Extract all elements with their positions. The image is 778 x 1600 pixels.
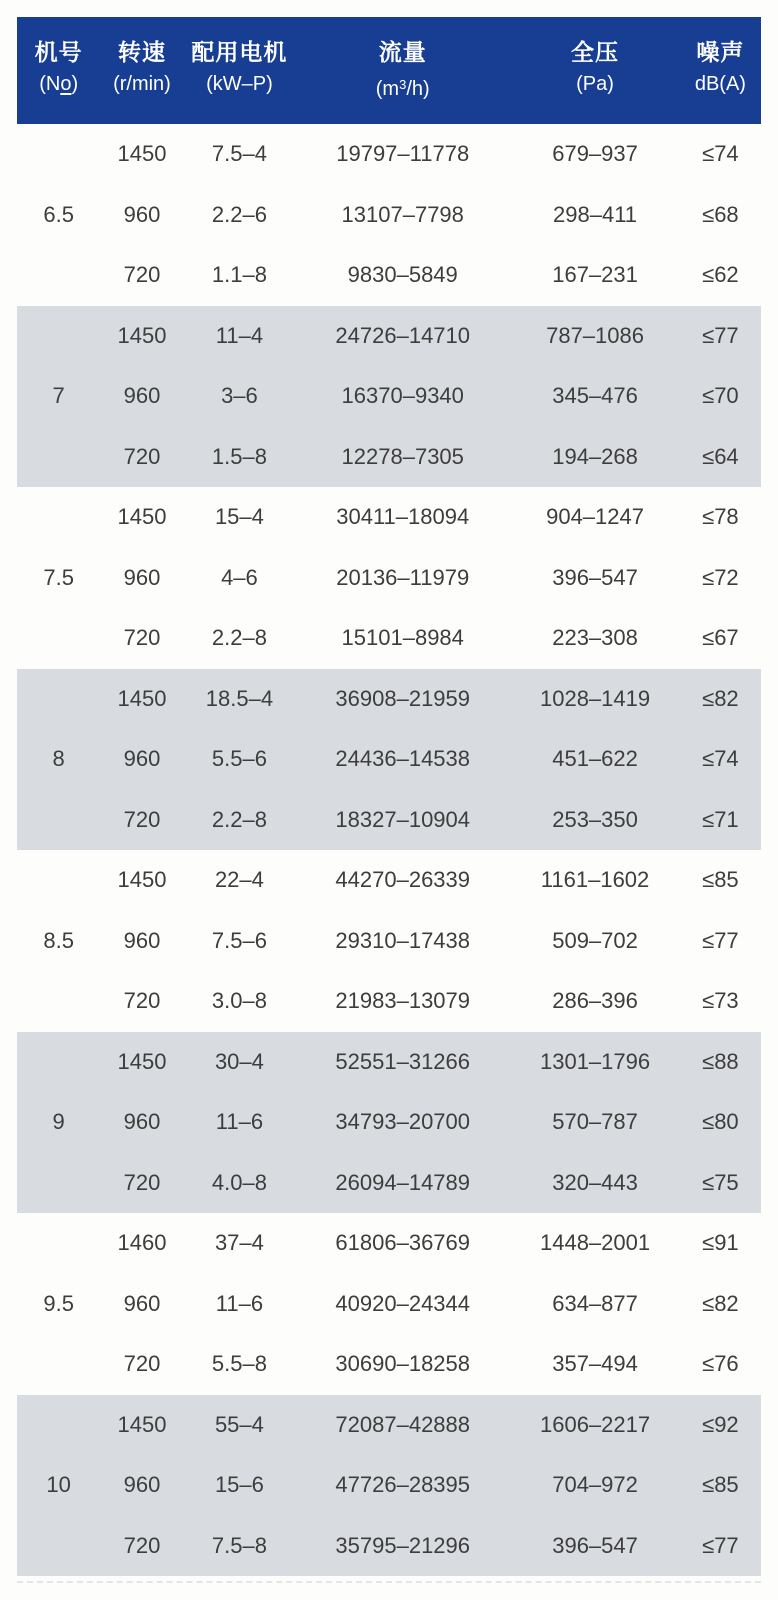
cell-pressure: 787–1086 [546,322,644,348]
cell-pressure: 509–702 [552,927,638,953]
cell-motor: 2.2–8 [211,806,267,832]
cell-noise: ≤80 [702,1109,739,1135]
col-header-noise-cn: 噪声 [696,39,745,65]
col-header-model-no-unit: (No) [39,73,79,95]
col-header-motor-cn: 配用电机 [191,39,288,65]
cell-motor: 22–4 [214,867,264,893]
cell-speed: 960 [123,746,161,772]
cell-flow: 18327–10904 [335,806,471,832]
col-header-motor-unit: (kW–P) [206,73,273,95]
cell-noise: ≤74 [702,746,739,772]
cell-speed: 720 [123,1351,161,1377]
cell-flow: 21983–13079 [335,988,471,1014]
cell-noise: ≤67 [702,625,739,651]
table-body [17,124,761,1576]
cell-speed: 720 [123,1169,161,1195]
model-group [17,1395,761,1577]
model-group [17,669,761,851]
model-group [17,124,761,306]
cell-noise: ≤73 [702,988,739,1014]
cell-speed: 1450 [117,504,167,530]
cell-noise: ≤71 [702,806,739,832]
cell-pressure: 194–268 [552,443,638,469]
cell-motor: 3.0–8 [211,988,267,1014]
col-header-model-no-cn: 机号 [34,39,83,65]
cell-speed: 1450 [117,322,167,348]
col-header-speed-unit: (r/min) [113,73,171,95]
cell-noise: ≤70 [702,383,739,409]
cell-model-no: 9 [52,1109,65,1135]
cell-model-no: 7.5 [43,564,74,590]
cell-speed: 1450 [117,141,167,167]
cell-model-no: 8.5 [43,927,74,953]
cell-pressure: 167–231 [552,262,638,288]
col-header-motor [184,36,296,105]
cell-speed: 720 [123,443,161,469]
cell-noise: ≤77 [702,1532,739,1558]
col-header-noise [680,36,761,105]
model-group [17,487,761,669]
cell-noise: ≤62 [702,262,739,288]
cell-pressure: 396–547 [552,564,638,590]
cell-noise: ≤82 [702,685,739,711]
cell-flow: 29310–17438 [335,927,471,953]
cell-motor: 2.2–8 [211,625,267,651]
cell-motor: 1.1–8 [211,262,267,288]
cell-pressure: 704–972 [552,1472,638,1498]
cell-flow: 61806–36769 [335,1230,471,1256]
cell-flow: 72087–42888 [335,1411,471,1437]
cell-model-no: 7 [52,383,65,409]
col-header-pressure-unit: (Pa) [576,73,614,95]
cell-flow: 30690–18258 [335,1351,471,1377]
col-header-flow-unit: $(m^3/h)$ [375,77,430,100]
cell-noise: ≤77 [702,927,739,953]
cell-speed: 960 [123,201,161,227]
col-header-speed [100,36,183,105]
cell-speed: 960 [123,564,161,590]
col-header-pressure-cn: 全压 [571,39,620,65]
cell-flow: 16370–9340 [341,383,464,409]
cell-model-no: 8 [52,746,65,772]
cell-noise: ≤88 [702,1048,739,1074]
cell-pressure: 1448–2001 [539,1230,651,1256]
cell-flow: 12278–7305 [341,443,464,469]
cell-motor: 4.0–8 [211,1169,267,1195]
cell-model-no: 10 [46,1472,71,1498]
cell-noise: ≤74 [702,141,739,167]
cell-motor: 18.5–4 [205,685,274,711]
cell-motor: 11–6 [215,1290,264,1316]
cell-pressure: 320–443 [552,1169,638,1195]
cell-pressure: 223–308 [552,625,638,651]
cell-speed: 720 [123,988,161,1014]
cell-motor: 55–4 [214,1411,264,1437]
cell-flow: 13107–7798 [341,201,464,227]
cell-flow: 34793–20700 [335,1109,471,1135]
cell-speed: 1450 [117,867,167,893]
cell-pressure: 1028–1419 [539,685,651,711]
cell-noise: ≤64 [702,443,739,469]
col-header-model-no [17,36,100,105]
cell-motor: 15–6 [214,1472,264,1498]
cell-pressure: 679–937 [552,141,638,167]
table-bottom-hairline [17,1581,761,1583]
cell-motor: 7.5–8 [211,1532,267,1558]
cell-motor: 2.2–6 [211,201,267,227]
cell-pressure: 451–622 [552,746,638,772]
cell-model-no: 9.5 [43,1290,74,1316]
cell-noise: ≤72 [702,564,739,590]
model-group [17,306,761,488]
cell-motor: 11–4 [215,322,264,348]
cell-motor: 4–6 [221,564,258,590]
col-header-pressure [510,36,680,105]
cell-motor: 15–4 [214,504,264,530]
cell-model-no: 6.5 [43,201,74,227]
fan-spec-table [17,17,761,1583]
cell-speed: 1460 [117,1230,167,1256]
model-group [17,850,761,1032]
cell-motor: 5.5–8 [211,1351,267,1377]
cell-pressure: 298–411 [553,201,638,227]
cell-flow: 47726–28395 [335,1472,471,1498]
cell-flow: 15101–8984 [341,625,464,651]
cell-speed: 720 [123,625,161,651]
cell-flow: 19797–11778 [336,141,470,167]
cell-speed: 1450 [117,1411,167,1437]
cell-flow: 30411–18094 [336,504,470,530]
cell-flow: 20136–11979 [336,564,470,590]
cell-flow: 44270–26339 [335,867,471,893]
cell-noise: ≤78 [702,504,739,530]
cell-motor: 1.5–8 [211,443,267,469]
cell-flow: 26094–14789 [335,1169,471,1195]
cell-noise: ≤68 [702,201,739,227]
cell-speed: 960 [123,383,161,409]
cell-motor: 3–6 [221,383,258,409]
cell-flow: 52551–31266 [335,1048,471,1074]
cell-speed: 720 [123,806,161,832]
cell-motor: 7.5–4 [211,141,267,167]
cell-pressure: 345–476 [552,383,638,409]
cell-speed: 1450 [117,1048,167,1074]
cell-speed: 960 [123,1472,161,1498]
cell-noise: ≤76 [702,1351,739,1377]
cell-pressure: 570–787 [552,1109,638,1135]
cell-pressure: 634–877 [552,1290,638,1316]
cell-noise: ≤92 [702,1411,739,1437]
col-header-noise-unit: dB(A) [694,73,746,95]
cell-pressure: 1606–2217 [539,1411,651,1437]
model-group [17,1213,761,1395]
cell-flow: 40920–24344 [335,1290,471,1316]
col-header-flow [295,36,510,105]
cell-flow: 24436–14538 [335,746,471,772]
cell-noise: ≤75 [702,1169,739,1195]
cell-speed: 960 [123,927,161,953]
cell-speed: 960 [123,1290,161,1316]
cell-flow: 36908–21959 [335,685,471,711]
cell-motor: 30–4 [214,1048,264,1074]
cell-flow: 35795–21296 [335,1532,471,1558]
cell-pressure: 396–547 [552,1532,638,1558]
cell-noise: ≤91 [702,1230,739,1256]
cell-speed: 720 [123,1532,161,1558]
cell-pressure: 253–350 [552,806,638,832]
cell-noise: ≤85 [702,1472,739,1498]
cell-pressure: 286–396 [552,988,638,1014]
table-header-row [17,17,761,124]
cell-noise: ≤85 [702,867,739,893]
cell-noise: ≤82 [702,1290,739,1316]
cell-motor: 37–4 [214,1230,264,1256]
cell-flow: 9830–5849 [347,262,458,288]
cell-motor: 11–6 [215,1109,264,1135]
col-header-speed-cn: 转速 [117,39,166,65]
cell-pressure: 1161–1602 [540,867,650,893]
cell-speed: 960 [123,1109,161,1135]
cell-speed: 720 [123,262,161,288]
cell-speed: 1450 [117,685,167,711]
model-group [17,1032,761,1214]
cell-flow: 24726–14710 [335,322,471,348]
cell-motor: 7.5–6 [211,927,267,953]
cell-motor: 5.5–6 [211,746,267,772]
cell-pressure: 1301–1796 [539,1048,651,1074]
cell-pressure: 904–1247 [546,504,644,530]
col-header-flow-cn: 流量 [378,39,427,65]
cell-pressure: 357–494 [552,1351,638,1377]
cell-noise: ≤77 [702,322,739,348]
